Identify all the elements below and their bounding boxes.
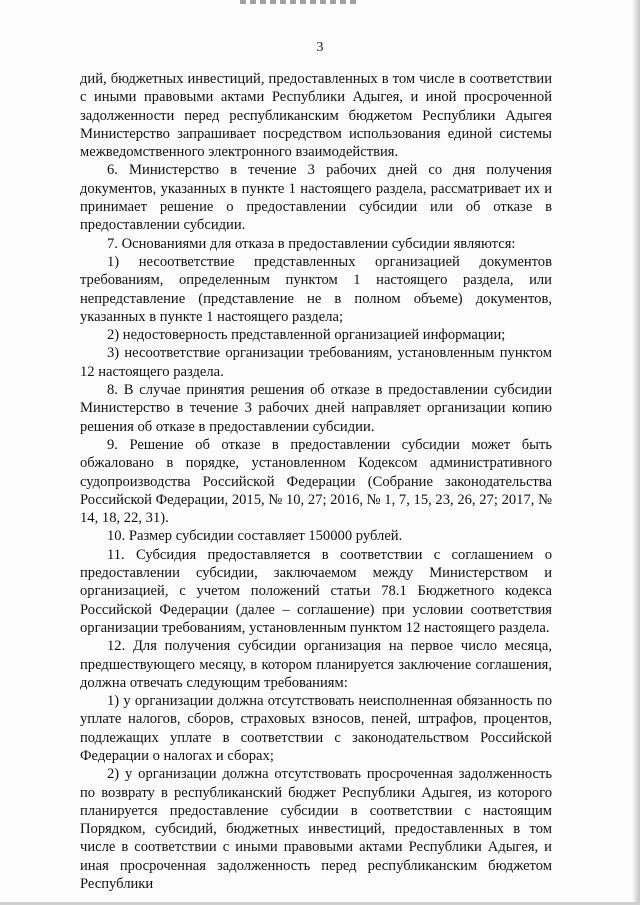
scan-header-mark bbox=[240, 0, 360, 4]
paragraph-item-7-3: 3) несоответствие организации требованиям, установленным пунктом 12 настоящего раздела. bbox=[80, 345, 552, 380]
paragraph-item-12-2: 2) у организации должна отсутствовать просроченная задолженность по возврату в республиканский бюджет Республики Адыгея, из которого планируется предоставление субсидии в соответствии с настоящим Порядком, субсидий, бюджетных инвестиций, предоставленных в том числе в соответствии с иными правовыми актами Республики Адыгея, и иная просроченная задолженность перед республиканским бюджетом Республики bbox=[80, 766, 552, 893]
paragraph-item-7-2: 2) недостоверность представленной организацией информации; bbox=[107, 327, 506, 344]
paragraph-item-8: 8. В случае принятия решения об отказе в предоставлении субсидии Министерство в течение 3 рабочих дней направляет организации копию решения об отказе в предоставлении субсидии. bbox=[80, 382, 552, 435]
scan-edge-shadow bbox=[632, 0, 640, 905]
paragraph-item-12: 12. Для получения субсидии организация на первое число месяца, предшествующего месяцу, в котором планируется заключение соглашения, должна отвечать следующим требованиям: bbox=[80, 638, 552, 691]
paragraph-continuation: дий, бюджетных инвестиций, предоставленных в том числе в соответствии с иными правовыми актами Республики Адыгея, и иной просроченной задолженности перед республиканским бюджетом Республики Адыгея Министерство запрашивает посредством использования единой системы межведомственного электронного взаимодействия. bbox=[80, 71, 552, 161]
page-number: 3 bbox=[316, 40, 324, 55]
paragraph-item-7-1: 1) несоответствие представленных организацией документов требованиям, определенным пунктом 1 настоящего раздела, или непредставление (представление не в полном объеме) документов, указанных в пункте 1 настоящего раздела; bbox=[80, 253, 552, 325]
paragraph-item-10: 10. Размер субсидии составляет 150000 рублей. bbox=[107, 528, 403, 545]
paragraph-item-11: 11. Субсидия предоставляется в соответствии с соглашением о предоставлении субсидии, заключаемом между Министерством и организацией, с учетом положений статьи 78.1 Бюджетного кодекса Российской Федерации (далее – соглашение) при условии соответствия организации требованиям, установленным пунктом 12 настоящего раздела. bbox=[80, 546, 552, 636]
document-body bbox=[80, 70, 552, 893]
paragraph-item-9: 9. Решение об отказе в предоставлении субсидии может быть обжаловано в порядке, установленном Кодексом административного судопроизводства Российской Федерации (Собрание законодательства Российской Федерации, 2015, № 10, 27; 2016, № 1, 7, 15, 23, 26, 27; 2017, № 14, 18, 22, 31). bbox=[80, 436, 552, 527]
paragraph-item-6: 6. Министерство в течение 3 рабочих дней со дня получения документов, указанных в пункте 1 настоящего раздела, рассматривает их и принимает решение о предоставлении субсидии или об отказе в предоставлении субсидии. bbox=[80, 162, 552, 234]
paragraph-item-12-1: 1) у организации должна отсутствовать неисполненная обязанность по уплате налогов, сборов, страховых взносов, пеней, штрафов, процентов, подлежащих уплате в соответствии с законодательством Российской Федерации о налогах и сборах; bbox=[80, 693, 552, 764]
paragraph-item-7: 7. Основаниями для отказа в предоставлении субсидии являются: bbox=[107, 235, 516, 252]
